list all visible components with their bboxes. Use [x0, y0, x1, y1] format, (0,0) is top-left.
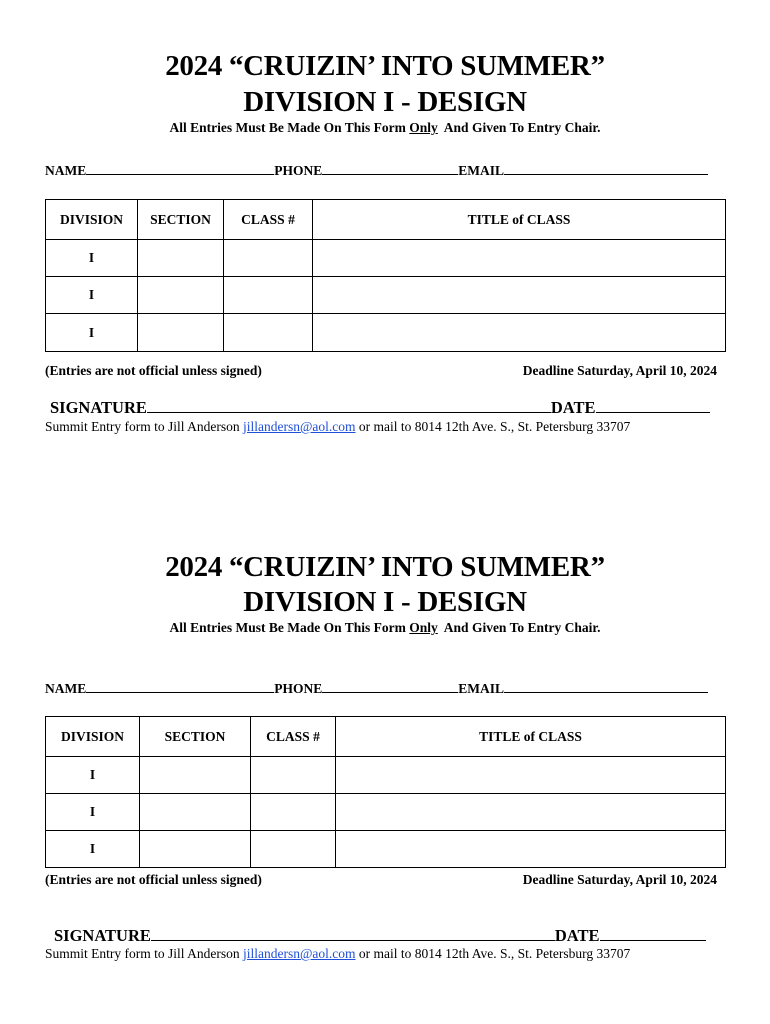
class-cell[interactable] — [224, 277, 313, 314]
form-instruction — [0, 620, 770, 636]
table-row — [46, 314, 726, 352]
division-cell: I — [46, 277, 138, 314]
division-cell: I — [46, 794, 140, 831]
date-label: DATE — [554, 926, 600, 945]
section-cell[interactable] — [138, 277, 224, 314]
phone-label: PHONE — [274, 681, 323, 696]
name-field[interactable] — [86, 162, 274, 175]
email-link[interactable]: jillandersn@aol.com — [243, 946, 356, 961]
instruction-text-end: And Given To Entry Chair. — [437, 620, 601, 635]
division-cell: I — [46, 240, 138, 277]
title-cell[interactable] — [336, 794, 726, 831]
email-field[interactable] — [504, 162, 708, 175]
division-cell: I — [46, 314, 138, 352]
entries-table — [45, 716, 726, 868]
signature-field[interactable] — [147, 398, 551, 413]
table-row — [46, 794, 726, 831]
notes-line — [45, 363, 717, 379]
submit-text: Summit Entry form to Jill Anderson — [45, 419, 243, 434]
submit-text: Summit Entry form to Jill Anderson — [45, 946, 243, 961]
instruction-text: All Entries Must Be Made On This Form — [169, 620, 410, 635]
column-header-division: DIVISION — [46, 200, 138, 240]
form-title-line1: 2024 “CRUIZIN’ INTO SUMMER” — [165, 551, 605, 583]
division-cell: I — [46, 831, 140, 868]
signature-line — [54, 926, 706, 945]
column-header-section: SECTION — [138, 200, 224, 240]
official-note: (Entries are not official unless signed) — [45, 363, 262, 378]
form-title-line2: DIVISION I - DESIGN — [243, 586, 527, 618]
name-label: NAME — [45, 163, 87, 178]
entries-table — [45, 199, 726, 352]
contact-line — [45, 162, 727, 179]
email-field[interactable] — [504, 680, 708, 693]
table-row — [46, 757, 726, 794]
name-label: NAME — [45, 681, 87, 696]
submit-instructions — [45, 946, 630, 962]
section-cell[interactable] — [138, 240, 224, 277]
class-cell[interactable] — [251, 794, 336, 831]
class-cell[interactable] — [251, 757, 336, 794]
column-header-section: SECTION — [140, 717, 251, 757]
signature-line — [50, 398, 710, 417]
notes-line — [45, 872, 717, 888]
section-cell[interactable] — [140, 831, 251, 868]
name-field[interactable] — [86, 680, 274, 693]
phone-field[interactable] — [322, 680, 458, 693]
title-cell[interactable] — [336, 757, 726, 794]
phone-label: PHONE — [274, 163, 323, 178]
email-label: EMAIL — [458, 163, 505, 178]
deadline-note: Deadline Saturday, April 10, 2024 — [522, 363, 717, 378]
table-row — [46, 277, 726, 314]
table-header-row — [46, 200, 726, 240]
column-header-class: CLASS # — [224, 200, 313, 240]
section-cell[interactable] — [140, 794, 251, 831]
form-title-line1: 2024 “CRUIZIN’ INTO SUMMER” — [165, 50, 605, 82]
signature-label: SIGNATURE — [54, 926, 151, 945]
class-cell[interactable] — [224, 314, 313, 352]
official-note: (Entries are not official unless signed) — [45, 872, 262, 887]
column-header-division: DIVISION — [46, 717, 140, 757]
table-row — [46, 831, 726, 868]
submit-instructions — [45, 419, 630, 435]
class-cell[interactable] — [224, 240, 313, 277]
instruction-emphasis: Only — [409, 620, 438, 635]
class-cell[interactable] — [251, 831, 336, 868]
submit-text-end: or mail to 8014 12th Ave. S., St. Petersburg 33707 — [355, 419, 631, 434]
section-cell[interactable] — [138, 314, 224, 352]
instruction-text: All Entries Must Be Made On This Form — [169, 120, 410, 135]
title-cell[interactable] — [313, 314, 726, 352]
date-field[interactable] — [600, 926, 706, 941]
submit-text-end: or mail to 8014 12th Ave. S., St. Petersburg 33707 — [355, 946, 631, 961]
signature-label: SIGNATURE — [50, 398, 147, 417]
phone-field[interactable] — [322, 162, 458, 175]
form-instruction — [0, 120, 770, 136]
division-cell: I — [46, 757, 140, 794]
instruction-emphasis: Only — [409, 120, 438, 135]
contact-line — [45, 680, 727, 697]
date-field[interactable] — [596, 398, 710, 413]
signature-field[interactable] — [151, 926, 555, 941]
column-header-title: TITLE of CLASS — [336, 717, 726, 757]
title-cell[interactable] — [336, 831, 726, 868]
table-header-row — [46, 717, 726, 757]
email-link[interactable]: jillandersn@aol.com — [243, 419, 356, 434]
title-cell[interactable] — [313, 240, 726, 277]
instruction-text-end: And Given To Entry Chair. — [437, 120, 601, 135]
table-row — [46, 240, 726, 277]
email-label: EMAIL — [458, 681, 505, 696]
date-label: DATE — [550, 398, 596, 417]
column-header-class: CLASS # — [251, 717, 336, 757]
column-header-title: TITLE of CLASS — [313, 200, 726, 240]
title-cell[interactable] — [313, 277, 726, 314]
form-title-line2: DIVISION I - DESIGN — [243, 86, 527, 118]
deadline-note: Deadline Saturday, April 10, 2024 — [522, 872, 717, 887]
section-cell[interactable] — [140, 757, 251, 794]
